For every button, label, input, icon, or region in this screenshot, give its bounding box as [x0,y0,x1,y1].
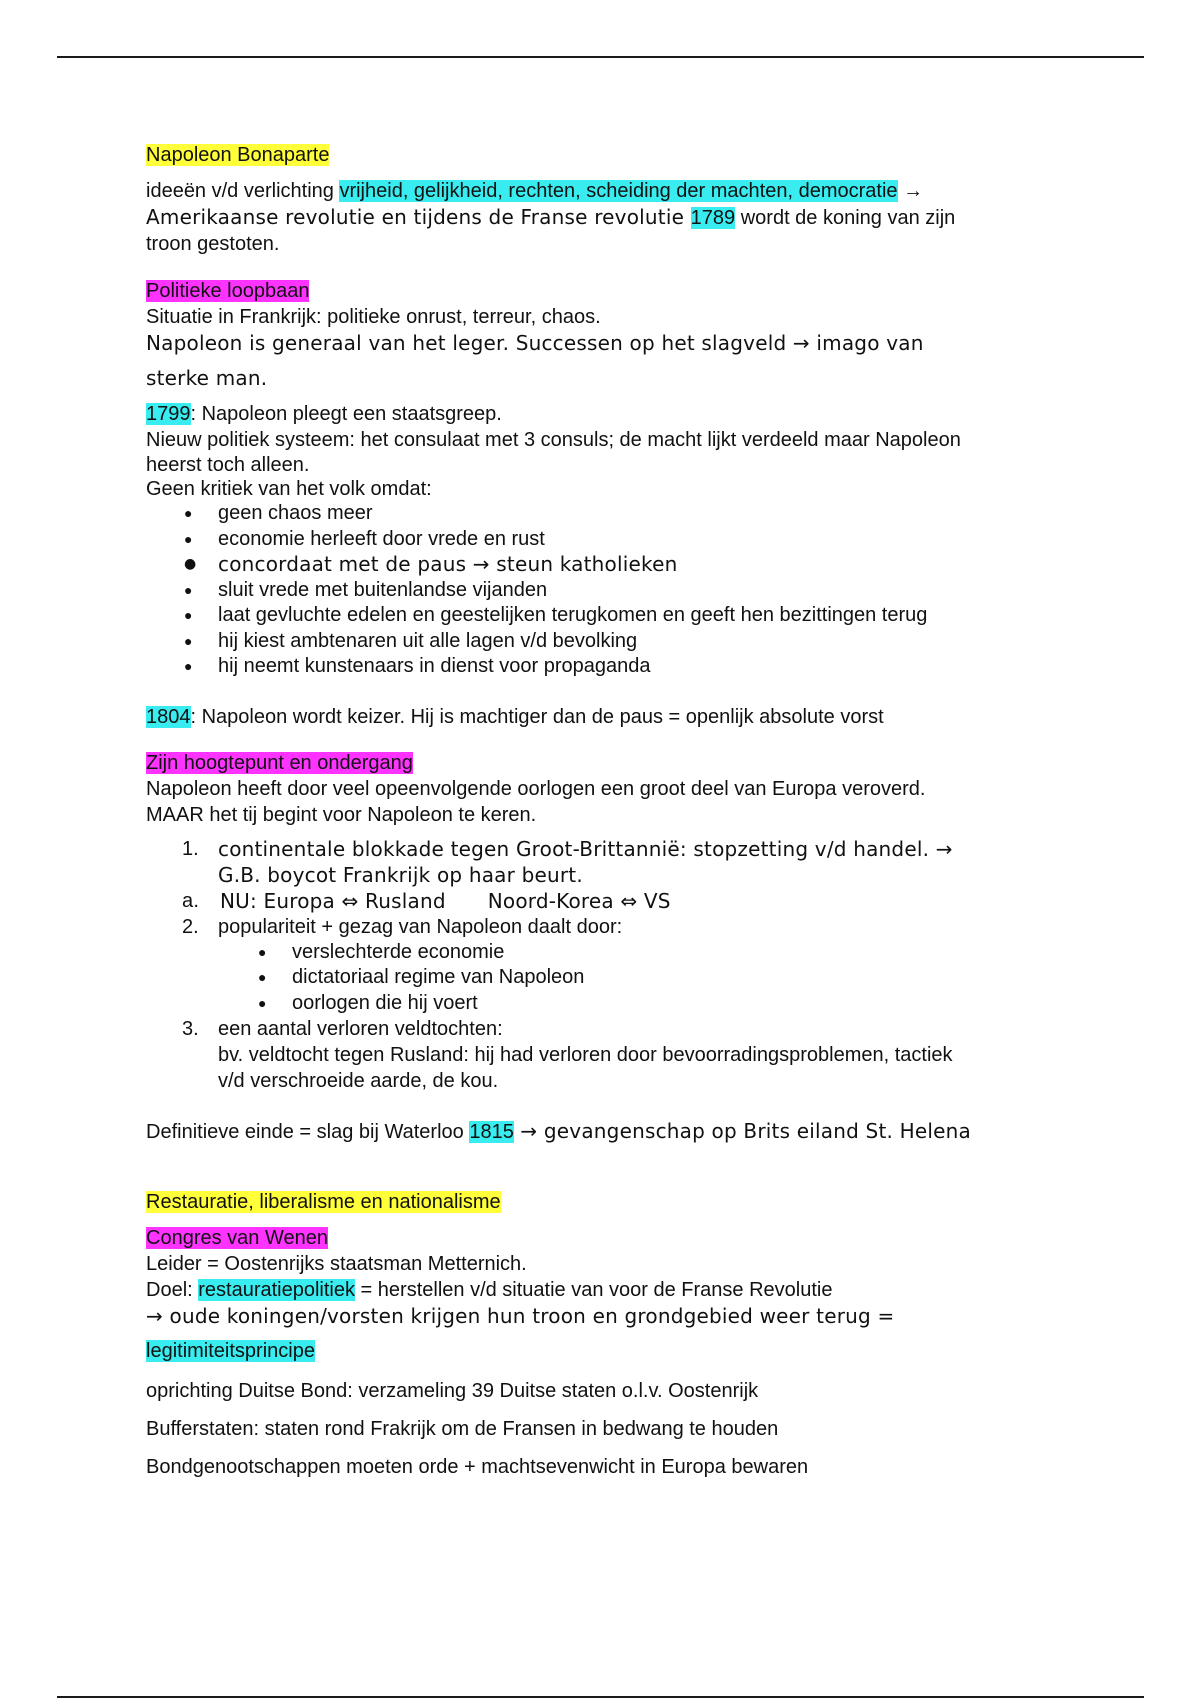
line-situatie: Situatie in Frankrijk: politieke onrust, terreur, chaos. [146,306,601,328]
list-item: ● oorlogen die hij voert [146,991,1096,1017]
line-leider: Leider = Oostenrijks staatsman Metternich. [146,1253,527,1275]
list-item: ● dictatoriaal regime van Napoleon [146,965,1096,991]
line-legitimiteit: legitimiteitsprincipe [146,1340,315,1362]
paragraph-troon: troon gestoten. [146,233,280,255]
line-kritiek: Geen kritiek van het volk omdat: [146,478,432,500]
section-heading-napoleon: Napoleon Bonaparte [146,144,330,166]
line-consulaat: Nieuw politiek systeem: het consulaat met 3 consuls; de macht lijkt verdeeld maar Napoleon [146,429,961,451]
list-item: ● geen chaos meer [146,501,1096,527]
decline-sublist [146,940,1096,1017]
decline-list [146,836,1096,940]
line-sterke-man: sterke man. [146,366,268,390]
subheading-loopbaan: Politieke loopbaan [146,280,310,302]
list-item: 3. een aantal verloren veldtochten: bv. veldtocht tegen Rusland: hij had verloren door bevoorradingsproblemen, tactiek v/d verschroeide aarde, de kou. [182,1018,953,1092]
sub-item-a: a. NU: Europa ⇔ Rusland Noord-Korea ⇔ VS [182,888,671,913]
line-1799: 1799: Napoleon pleegt een staatsgreep. [146,403,502,425]
decline-list-cont [146,1016,1096,1094]
paragraph-verlichting: ideeën v/d verlichting vrijheid, gelijkheid, rechten, scheiding der machten, democratie → [146,180,924,202]
line-duitse-bond: oprichting Duitse Bond: verzameling 39 Duitse staten o.l.v. Oostenrijk [146,1380,759,1402]
list-item: ● hij neemt kunstenaars in dienst voor propaganda [146,654,1096,680]
subheading-hoogtepunt: Zijn hoogtepunt en ondergang [146,751,413,774]
line-heerst: heerst toch alleen. [146,454,310,476]
list-item: 2. populariteit + gezag van Napoleon daalt door: [182,915,623,938]
list-item: ● sluit vrede met buitenlandse vijanden [146,578,1096,604]
list-item: ● hij kiest ambtenaren uit alle lagen v/d bevolking [146,629,1096,655]
line-generaal: Napoleon is generaal van het leger. Successen op het slagveld → imago van [146,331,924,355]
document-page [146,142,1096,1486]
line-oude-koningen: → oude koningen/vorsten krijgen hun troon en grondgebied weer terug = [146,1304,895,1328]
line-bufferstaten: Bufferstaten: staten rond Frakrijk om de Fransen in bedwang te houden [146,1418,779,1440]
list-item: ● economie herleeft door vrede en rust [146,527,1096,553]
line-tij: MAAR het tij begint voor Napoleon te keren. [146,803,537,826]
paragraph-revolutie: Amerikaanse revolutie en tijdens de Franse revolutie 1789 wordt de koning van zijn [146,205,956,229]
subheading-congres: Congres van Wenen [146,1227,328,1249]
reasons-list [146,501,1096,680]
list-item: ● laat gevluchte edelen en geestelijken terugkomen en geeft hen bezittingen terug [146,603,1096,629]
list-item: ● concordaat met de paus → steun katholieken [146,552,1096,578]
line-veroverd: Napoleon heeft door veel opeenvolgende oorlogen een groot deel van Europa veroverd. [146,777,926,800]
line-waterloo: Definitieve einde = slag bij Waterloo 1815 → gevangenschap op Brits eiland St. Helena [146,1119,971,1143]
line-bondgenootschappen: Bondgenootschappen moeten orde + machtsevenwicht in Europa bewaren [146,1456,809,1478]
list-item: ● verslechterde economie [146,940,1096,966]
line-doel: Doel: restauratiepolitiek = herstellen v/d situatie van voor de Franse Revolutie [146,1279,833,1301]
line-1804: 1804: Napoleon wordt keizer. Hij is machtiger dan de paus = openlijk absolute vorst [146,705,884,728]
section-heading-restauratie: Restauratie, liberalisme en nationalisme [146,1191,501,1213]
list-item: 1. continentale blokkade tegen Groot-Brittannië: stopzetting v/d handel. → G.B. boycot Frankrijk op haar beurt. [182,836,953,887]
top-rule [57,56,1144,58]
bottom-rule [57,1696,1144,1698]
